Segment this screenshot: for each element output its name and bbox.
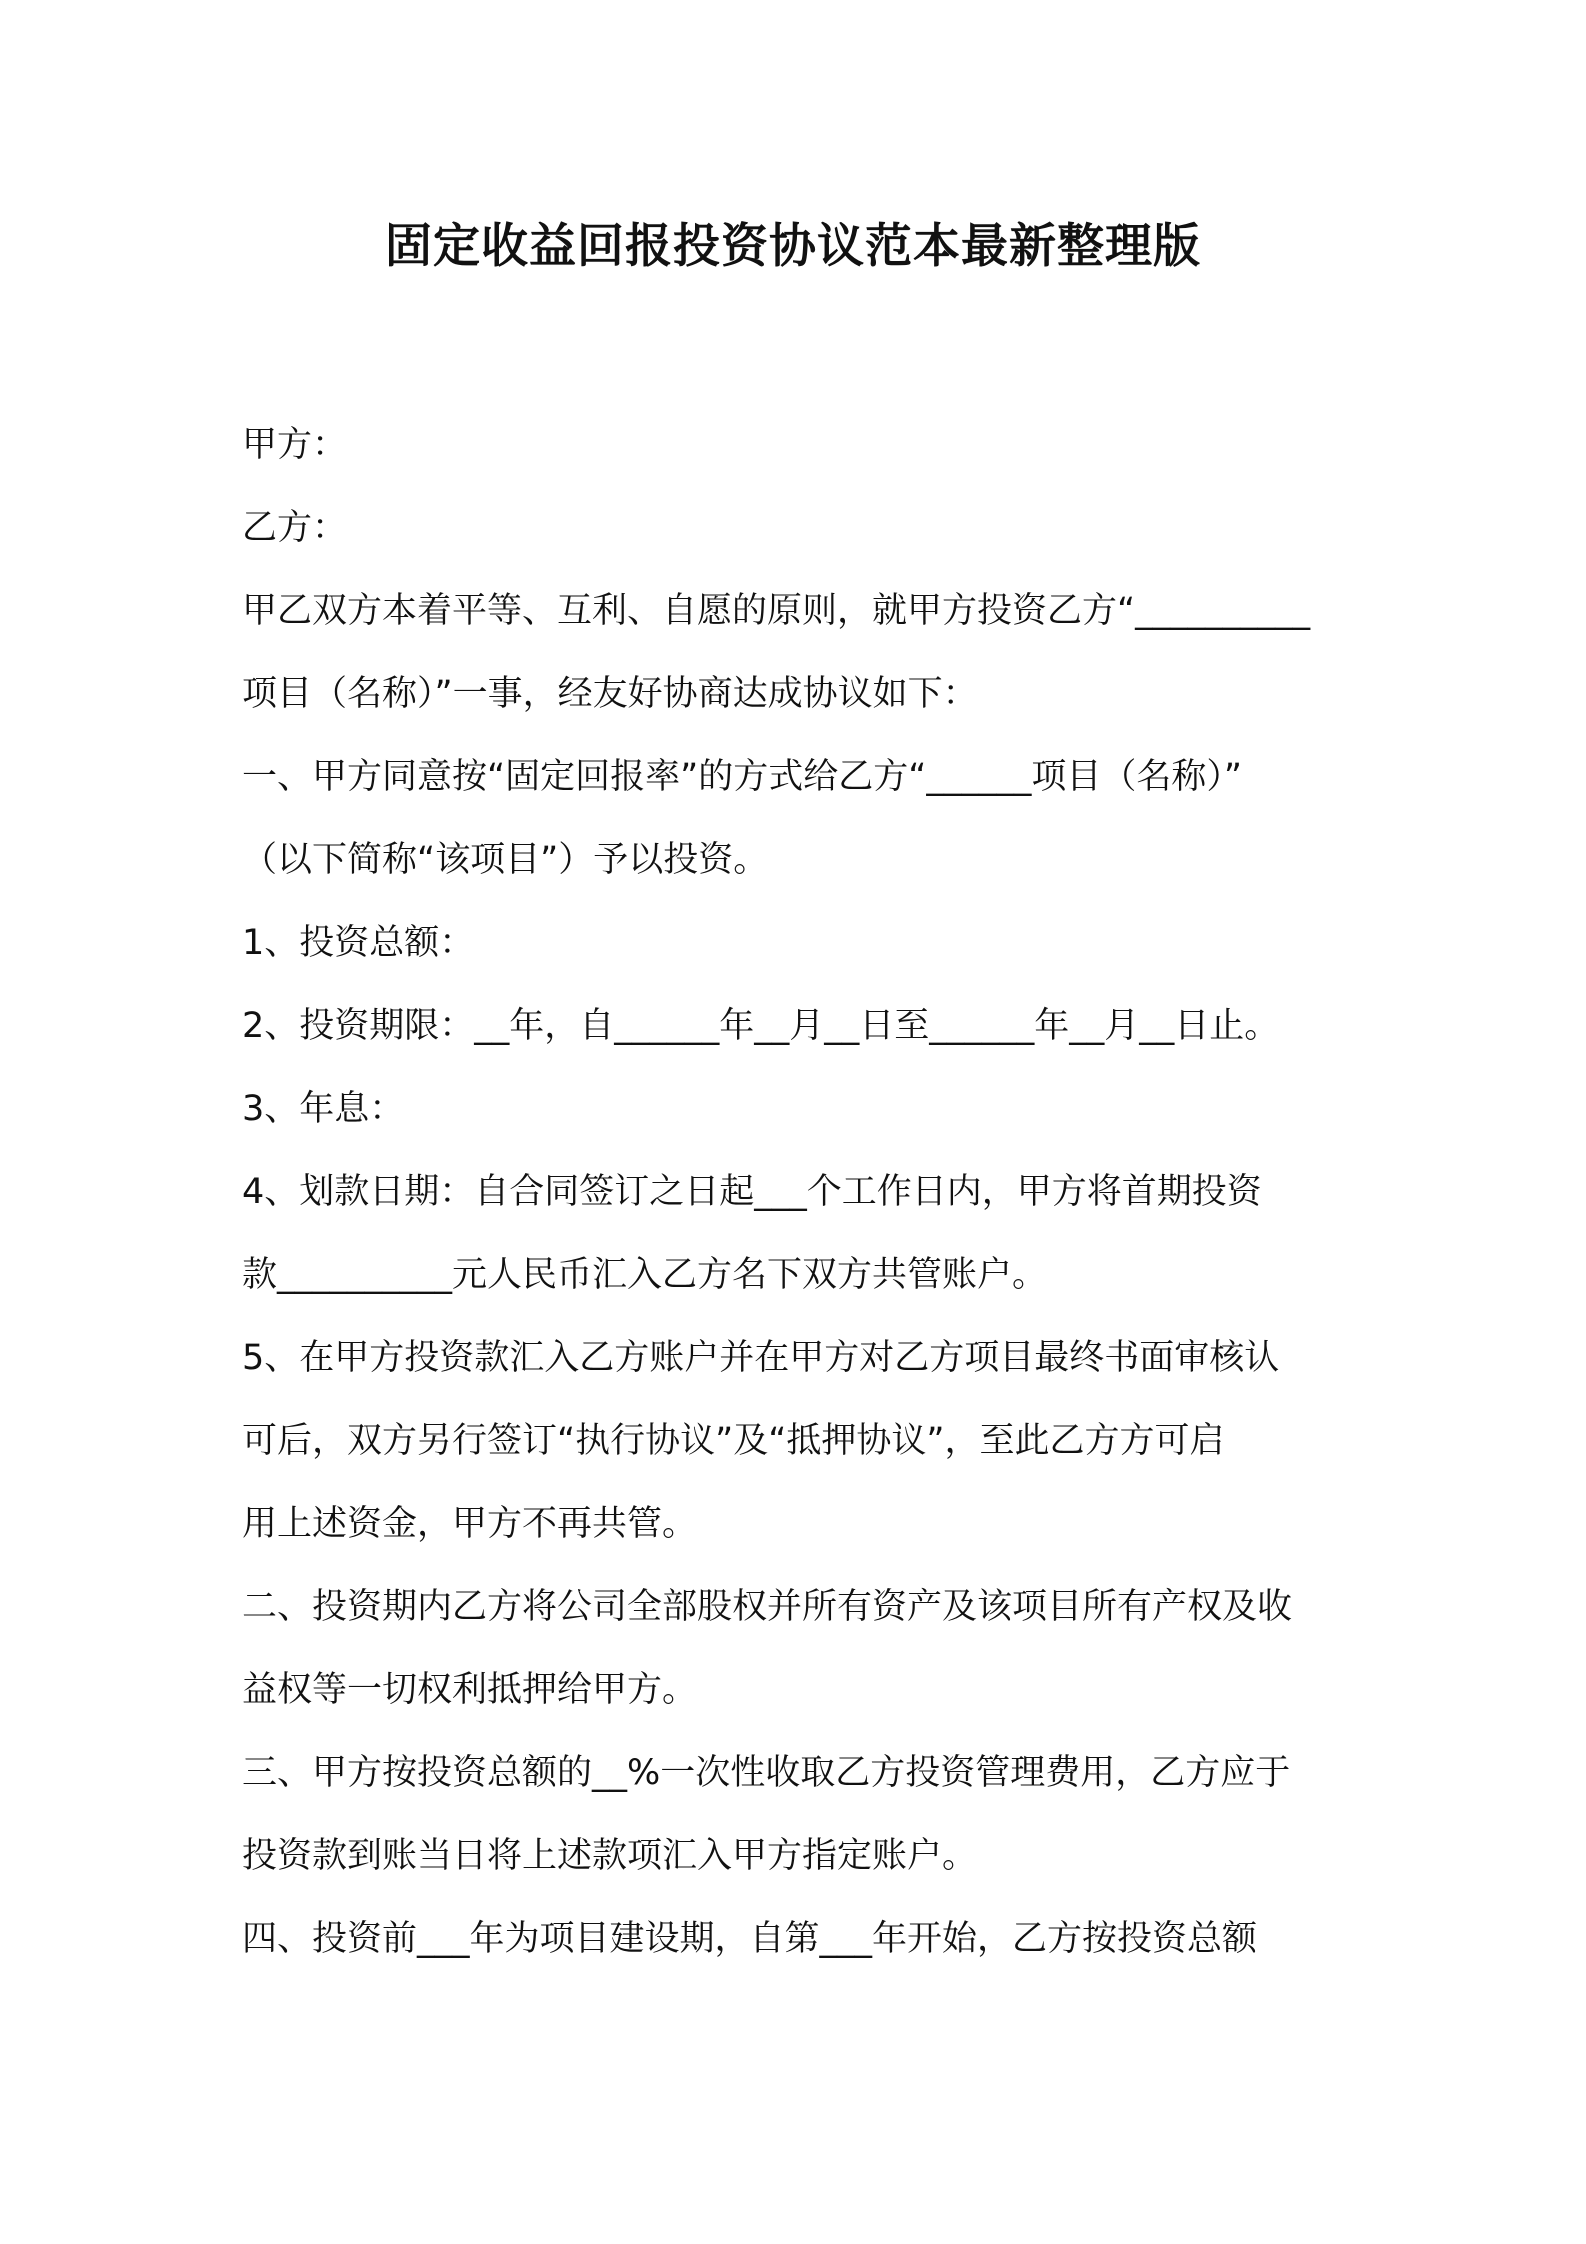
text-line: 投资款到账当日将上述款项汇入甲方指定账户。: [242, 1836, 978, 1876]
text-line: 可后，双方另行签订“执行协议”及“抵押协议”，至此乙方方可启: [242, 1421, 1225, 1461]
text-line: 三、甲方按投资总额的__%一次性收取乙方投资管理费用，乙方应于: [242, 1753, 1291, 1793]
text-line: 3、年息：: [242, 1089, 405, 1129]
text-line: 甲方：: [242, 425, 348, 465]
text-line: 5、在甲方投资款汇入乙方账户并在甲方对乙方项目最终书面审核认: [242, 1338, 1280, 1378]
text-line: 1、投资总额：: [242, 923, 475, 963]
text-line: 2、投资期限：__年，自______年__月__日至______年__月__日止。: [242, 1006, 1280, 1046]
text-line: 四、投资前___年为项目建设期，自第___年开始，乙方按投资总额: [242, 1919, 1258, 1959]
text-line: 用上述资金，甲方不再共管。: [242, 1504, 698, 1544]
document-body: [242, 404, 1372, 1981]
text-line: 一、甲方同意按“固定回报率”的方式给乙方“______项目（名称）”: [242, 757, 1243, 797]
text-line: 二、投资期内乙方将公司全部股权并所有资产及该项目所有产权及收: [242, 1587, 1293, 1627]
text-line: 甲乙双方本着平等、互利、自愿的原则，就甲方投资乙方“__________: [242, 591, 1311, 631]
text-line: （以下简称“该项目”）予以投资。: [242, 840, 769, 880]
document-title: 固定收益回报投资协议范本最新整理版: [385, 219, 1201, 274]
text-line: 款__________元人民币汇入乙方名下双方共管账户。: [242, 1255, 1048, 1295]
text-line: 项目（名称）”一事，经友好协商达成协议如下：: [242, 674, 978, 714]
text-line: 4、划款日期：自合同签订之日起___个工作日内，甲方将首期投资: [242, 1172, 1262, 1212]
text-line: 乙方：: [242, 508, 348, 548]
text-line: 益权等一切权利抵押给甲方。: [242, 1670, 698, 1710]
